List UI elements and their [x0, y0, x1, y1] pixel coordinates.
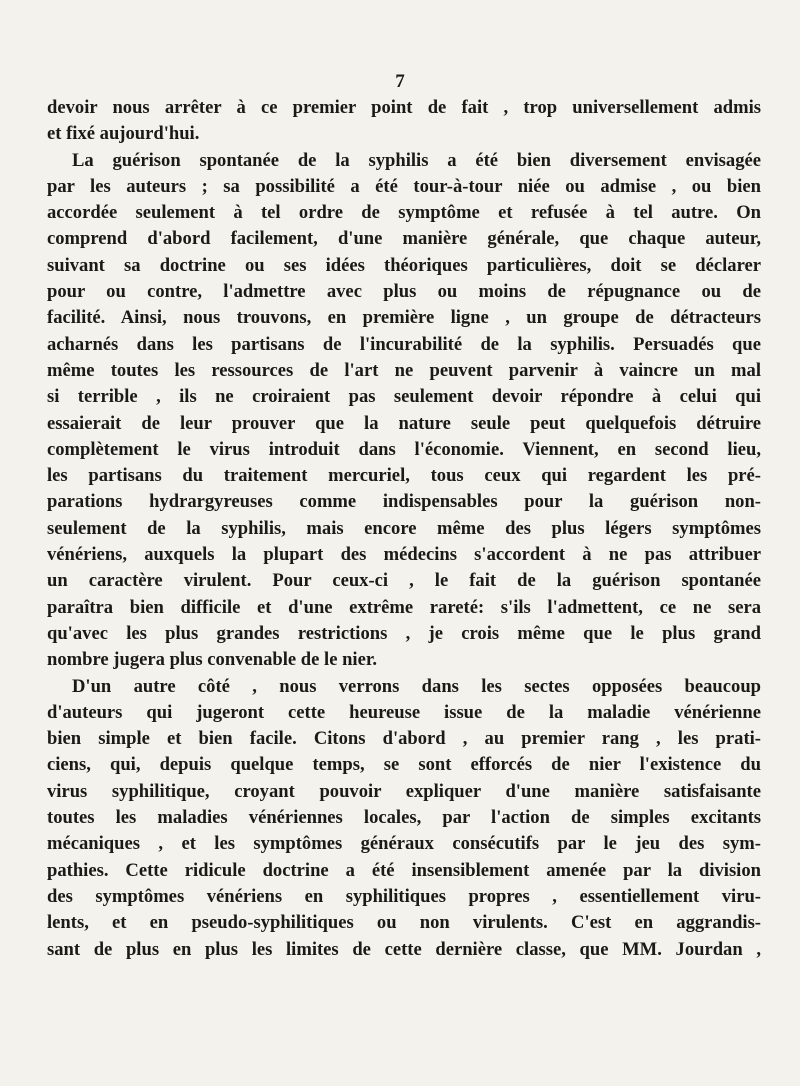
text-line: même toutes les ressources de l'art ne peuvent parvenir à vaincre un mal: [47, 359, 761, 381]
text-line: suivant sa doctrine ou ses idées théoriques particulières, doit se déclarer: [47, 254, 761, 276]
text-line: mécaniques , et les symptômes généraux consécutifs par le jeu des sym-: [47, 833, 761, 855]
text-line: les partisans du traitement mercuriel, tous ceux qui regardent les pré-: [47, 465, 761, 487]
text-line: pour ou contre, l'admettre avec plus ou moins de répugnance ou de: [47, 281, 761, 303]
text-line: des symptômes vénériens en syphilitiques propres , essentiellement viru-: [47, 885, 761, 907]
text-line: D'un autre côté , nous verrons dans les sectes opposées beaucoup: [72, 675, 761, 697]
text-line: si terrible , ils ne croiraient pas seulement devoir répondre à celui qui: [47, 386, 761, 408]
text-line: devoir nous arrêter à ce premier point de fait , trop universellement admis: [47, 97, 761, 118]
text-line: bien simple et bien facile. Citons d'abord , au premier rang , les prati-: [47, 728, 761, 750]
text-line: essaierait de leur prouver que la nature seule peut quelquefois détruire: [47, 412, 761, 434]
text-line: parations hydrargyreuses comme indispensables pour la guérison non-: [47, 491, 761, 513]
text-line: un caractère virulent. Pour ceux-ci , le fait de la guérison spontanée: [47, 570, 761, 592]
text-line: facilité. Ainsi, nous trouvons, en première ligne , un groupe de détracteurs: [47, 307, 761, 329]
text-line: ciens, qui, depuis quelque temps, se sont efforcés de nier l'existence du: [47, 754, 761, 776]
text-line: par les auteurs ; sa possibilité a été tour-à-tour niée ou admise , ou bien: [47, 175, 761, 197]
text-line: accordée seulement à tel ordre de symptôme et refusée à tel autre. On: [47, 202, 761, 224]
text-line: toutes les maladies vénériennes locales, par l'action de simples excitants: [47, 807, 761, 829]
text-line: d'auteurs qui jugeront cette heureuse issue de la maladie vénérienne: [47, 701, 761, 723]
text-line: et fixé aujourd'hui.: [47, 123, 200, 145]
text-line: virus syphilitique, croyant pouvoir expliquer d'une manière satisfaisante: [47, 780, 761, 802]
text-line: paraîtra bien difficile et d'une extrême rareté: s'ils l'admettent, ce ne sera: [47, 596, 761, 618]
body-text: [47, 95, 761, 963]
text-line: pathies. Cette ridicule doctrine a été insensiblement amenée par la division: [47, 859, 761, 881]
text-line: vénériens, auxquels la plupart des médecins s'accordent à ne pas attribuer: [47, 544, 761, 566]
text-line: lents, et en pseudo-syphilitiques ou non virulents. C'est en aggrandis-: [47, 912, 761, 934]
text-line: nombre jugera plus convenable de le nier.: [47, 649, 378, 671]
text-line: qu'avec les plus grandes restrictions , je crois même que le plus grand: [47, 622, 761, 644]
text-line: La guérison spontanée de la syphilis a été bien diversement envisagée: [72, 149, 761, 171]
text-line: complètement le virus introduit dans l'économie. Viennent, en second lieu,: [47, 438, 761, 460]
text-line: seulement de la syphilis, mais encore même des plus légers symptômes: [47, 517, 761, 539]
text-line: comprend d'abord facilement, d'une manière générale, que chaque auteur,: [47, 228, 761, 250]
text-line: acharnés dans les partisans de l'incurabilité de la syphilis. Persuadés que: [47, 333, 761, 355]
page-number: 7: [395, 71, 405, 92]
text-line: sant de plus en plus les limites de cette dernière classe, que MM. Jourdan ,: [47, 938, 761, 960]
